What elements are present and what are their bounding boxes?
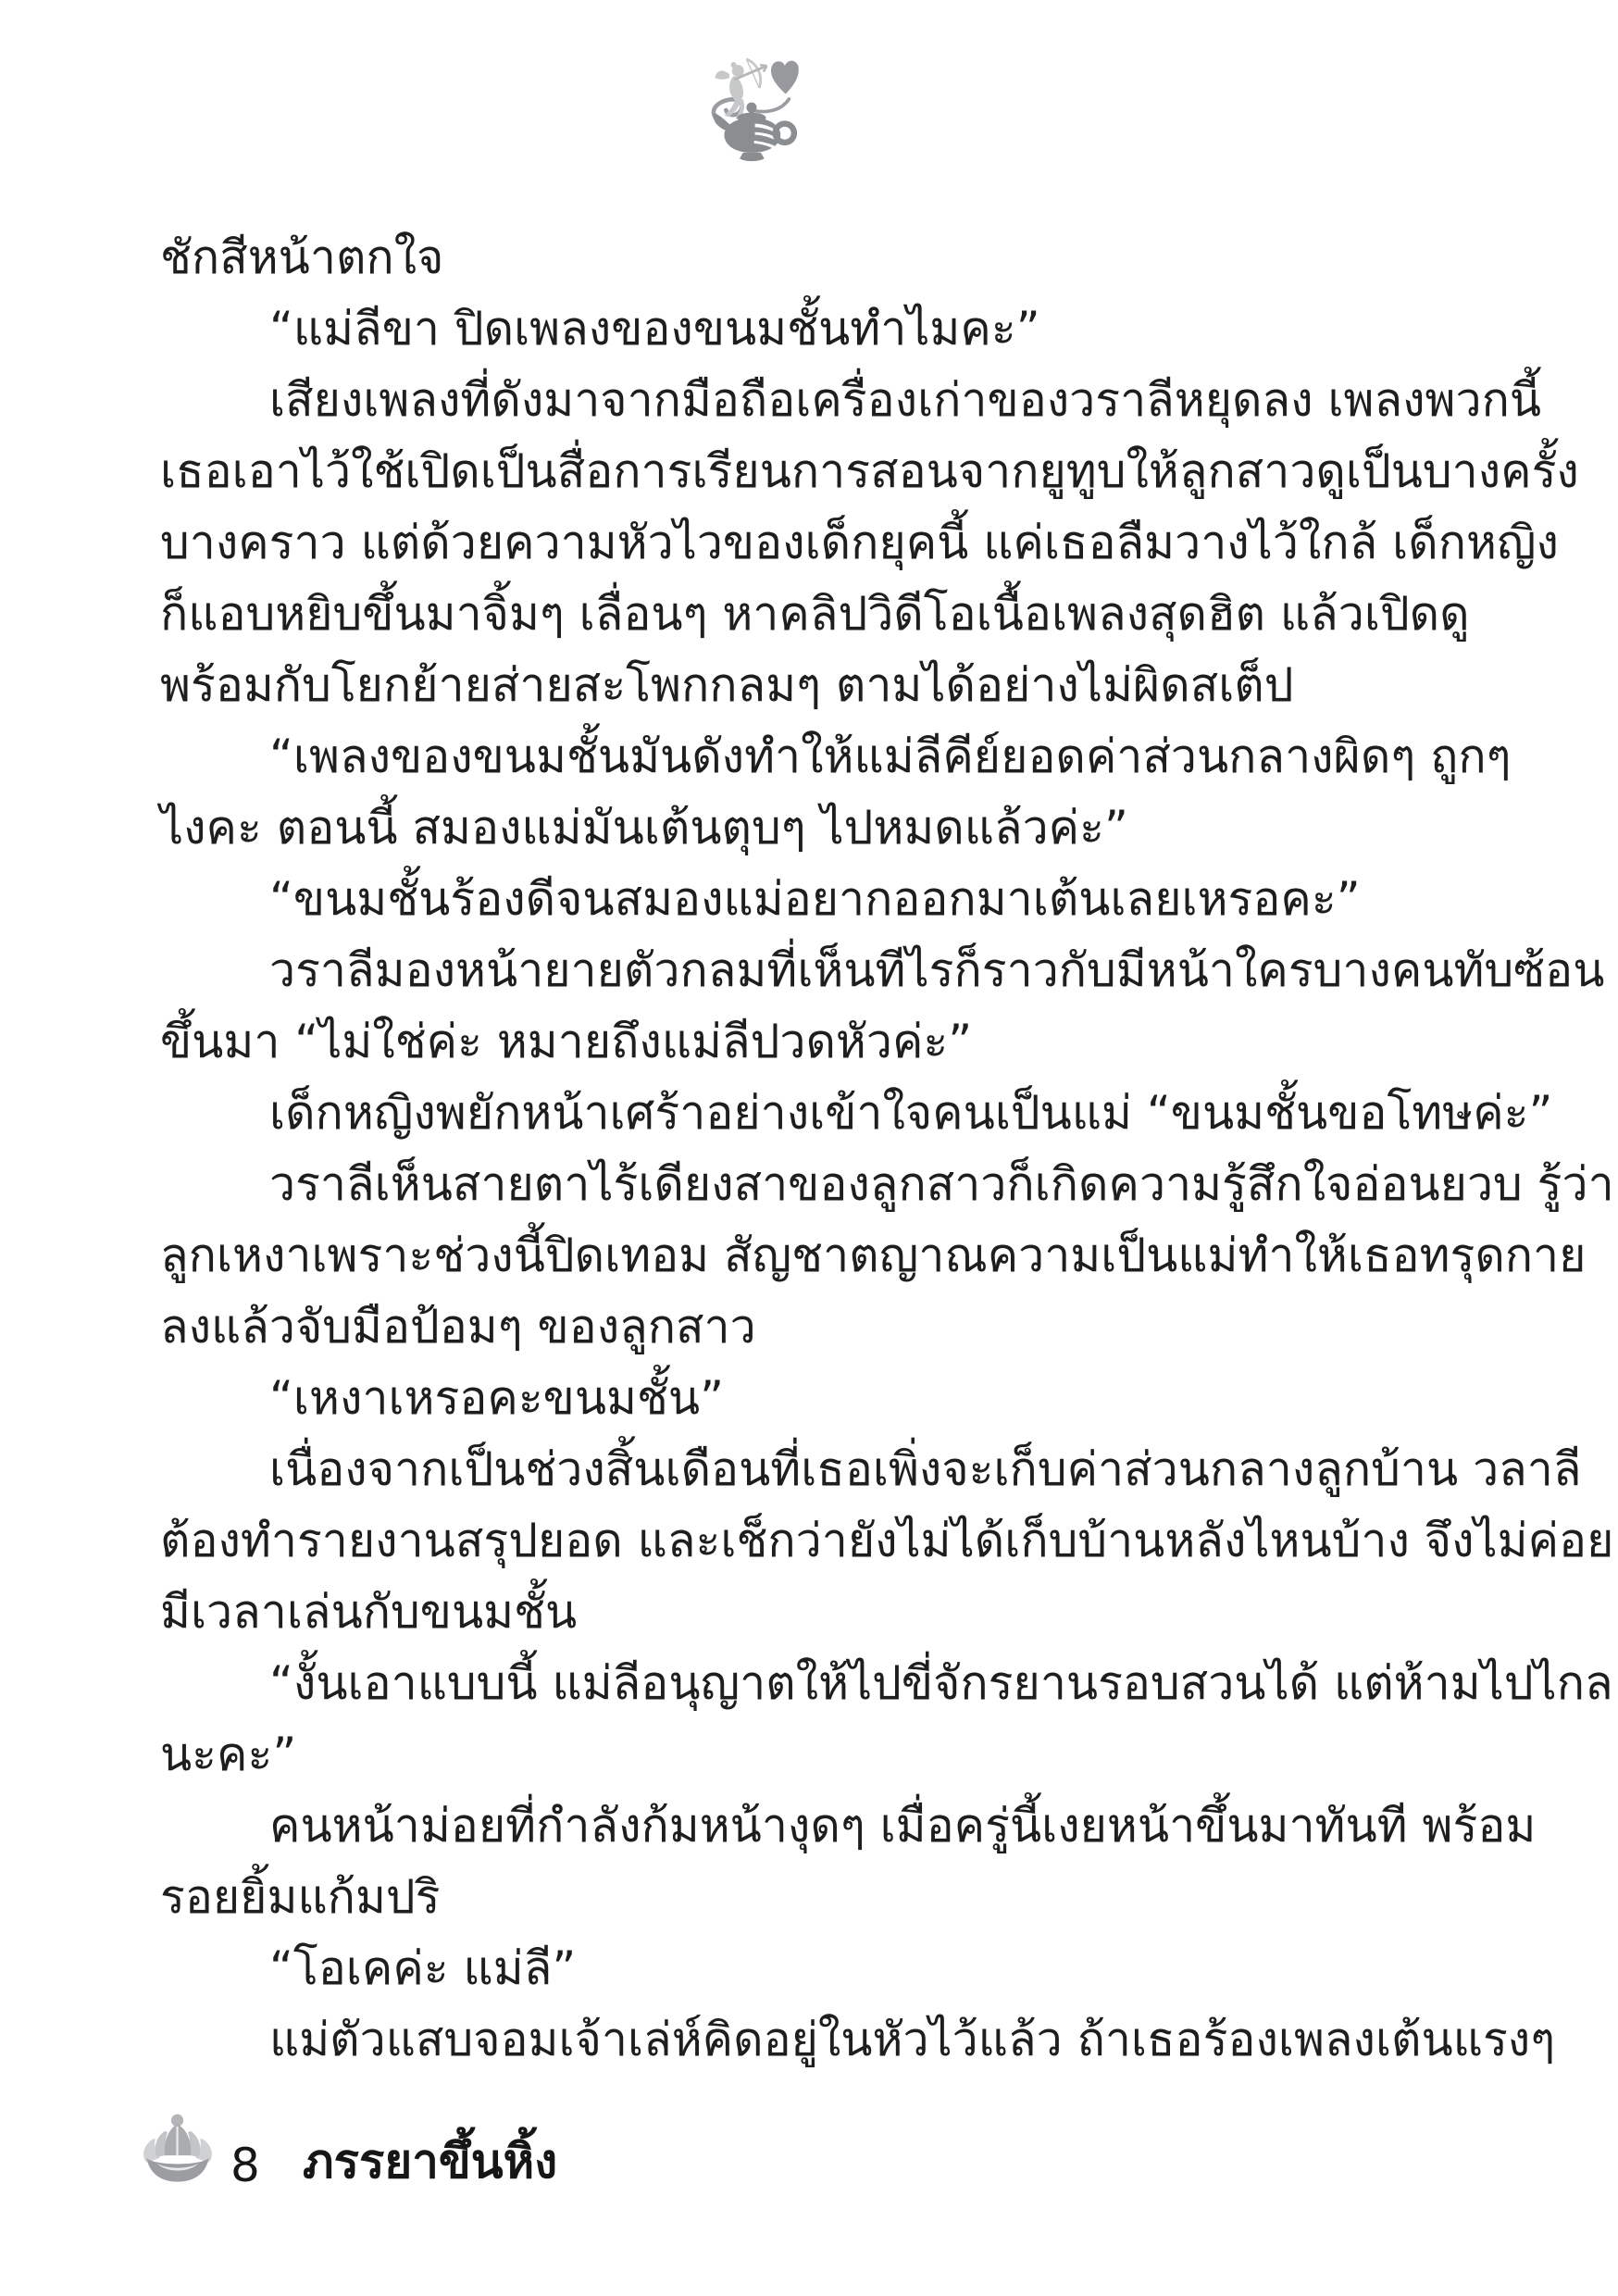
text-line: วราลีเห็นสายตาไร้เดียงสาของลูกสาวก็เกิดความรู้สึกใจอ่อนยวบ รู้ว่า — [269, 1157, 1614, 1211]
text-line: ชักสีหน้าตกใจ — [160, 231, 444, 284]
body-text — [160, 222, 1614, 2076]
text-line: คนหน้าม่อยที่กำลังก้มหน้างุดๆ เมื่อครู่นี้เงยหน้าขึ้นมาทันที พร้อม — [269, 1799, 1537, 1853]
text-line: พร้อมกับโยกย้ายส่ายสะโพกกลมๆ ตามได้อย่างไม่ผิดสเต็ป — [160, 658, 1294, 712]
text-line: มีเวลาเล่นกับขนมชั้น — [160, 1585, 578, 1639]
text-line: เด็กหญิงพยักหน้าเศร้าอย่างเข้าใจคนเป็นแม่ “ขนมชั้นขอโทษค่ะ” — [269, 1086, 1553, 1140]
text-line: “เพลงของขนมชั้นมันดังทำให้แม่ลีคีย์ยอดค่าส่วนกลางผิดๆ ถูกๆ — [269, 730, 1512, 783]
book-title: ภรรยาขึ้นหิ้ง — [303, 2135, 558, 2190]
text-line: บางคราว แต่ด้วยความหัวไวของเด็กยุคนี้ แค่เธอลืมวางไว้ใกล้ เด็กหญิง — [160, 516, 1559, 569]
text-line: “ขนมชั้นร้องดีจนสมองแม่อยากออกมาเต้นเลยเหรอคะ” — [269, 872, 1361, 926]
text-line: เสียงเพลงที่ดังมาจากมือถือเครื่องเก่าของวราลีหยุดลง เพลงพวกนี้ — [269, 373, 1542, 427]
text-line: ก็แอบหยิบขึ้นมาจิ้มๆ เลื่อนๆ หาคลิปวิดีโอเนื้อเพลงสุดฮิต แล้วเปิดดู — [160, 587, 1470, 641]
heart-shape — [771, 61, 799, 94]
cupid-genie-lamp-ornament-icon — [687, 48, 815, 170]
lotus-crown-icon — [136, 2111, 219, 2189]
text-line: ไงคะ ตอนนี้ สมองแม่มันเต้นตุบๆ ไปหมดแล้วค่ะ” — [160, 801, 1128, 855]
text-line: ลูกเหงาเพราะช่วงนี้ปิดเทอม สัญชาตญาณความเป็นแม่ทำให้เธอทรุดกาย — [160, 1229, 1587, 1282]
text-line: วราลีมองหน้ายายตัวกลมที่เห็นทีไรก็ราวกับมีหน้าใครบางคนทับซ้อน — [269, 943, 1605, 997]
text-line: “เหงาเหรอคะขนมชั้น” — [269, 1371, 725, 1425]
text-line: เนื่องจากเป็นช่วงสิ้นเดือนที่เธอเพิ่งจะเก็บค่าส่วนกลางลูกบ้าน วลาลี — [269, 1442, 1582, 1496]
text-line: ต้องทำรายงานสรุปยอด และเช็กว่ายังไม่ได้เก็บบ้านหลังไหนบ้าง จึงไม่ค่อย — [160, 1514, 1614, 1567]
text-line: แม่ตัวแสบจอมเจ้าเล่ห์คิดอยู่ในหัวไว้แล้ว ถ้าเธอร้องเพลงเต้นแรงๆ — [269, 2013, 1556, 2066]
text-line: นะคะ” — [160, 1728, 297, 1781]
text-line: รอยยิ้มแก้มปริ — [160, 1870, 441, 1924]
text-line: ขึ้นมา “ไม่ใช่ค่ะ หมายถึงแม่ลีปวดหัวค่ะ” — [160, 1015, 973, 1068]
cupid-figure — [715, 59, 766, 119]
text-line: ลงแล้วจับมือป้อมๆ ของลูกสาว — [160, 1300, 756, 1354]
text-line: “โอเคค่ะ แม่ลี” — [269, 1941, 577, 1995]
text-line: “งั้นเอาแบบนี้ แม่ลีอนุญาตให้ไปขี่จักรยานรอบสวนได้ แต่ห้ามไปไกล — [269, 1656, 1613, 1710]
text-line: เธอเอาไว้ใช้เปิดเป็นสื่อการเรียนการสอนจากยูทูบให้ลูกสาวดูเป็นบางครั้ง — [160, 444, 1579, 498]
page-number: 8 — [230, 2139, 260, 2192]
text-line: “แม่ลีขา ปิดเพลงของขนมชั้นทำไมคะ” — [269, 302, 1040, 356]
